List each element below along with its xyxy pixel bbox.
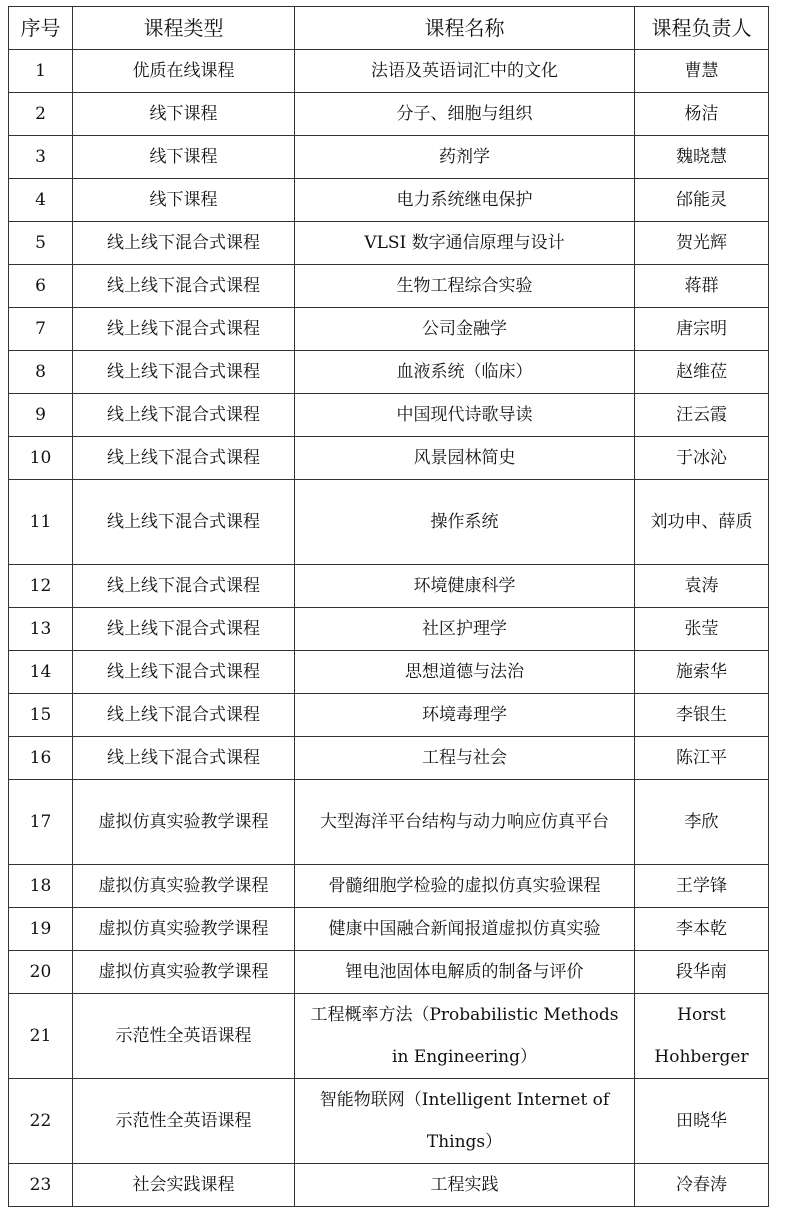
row-index-cell: 22 (9, 1079, 73, 1164)
course-owner-cell: 施索华 (635, 651, 769, 694)
course-owner-cell: 王学锋 (635, 865, 769, 908)
course-owner-cell: 贺光辉 (635, 222, 769, 265)
course-owner-cell: 汪云霞 (635, 394, 769, 437)
course-owner-cell: 于冰沁 (635, 437, 769, 480)
course-owner-cell: 冷春涛 (635, 1164, 769, 1207)
row-index-cell: 12 (9, 565, 73, 608)
table-row (9, 308, 769, 351)
row-index-cell: 7 (9, 308, 73, 351)
course-owner-cell: 张莹 (635, 608, 769, 651)
course-owner-cell: 唐宗明 (635, 308, 769, 351)
course-name-cell: 大型海洋平台结构与动力响应仿真平台 (295, 780, 635, 865)
row-index-cell: 3 (9, 136, 73, 179)
course-owner-cell: 刘功申、薛质 (635, 480, 769, 565)
course-owner-cell: 蒋群 (635, 265, 769, 308)
table-row (9, 908, 769, 951)
table-row (9, 222, 769, 265)
row-index-cell: 20 (9, 951, 73, 994)
course-owner-cell: 李欣 (635, 780, 769, 865)
header-course-owner: 课程负责人 (635, 7, 769, 50)
course-type-cell: 线上线下混合式课程 (73, 394, 295, 437)
course-name-cell: 血液系统（临床） (295, 351, 635, 394)
row-index-cell: 15 (9, 694, 73, 737)
course-table (8, 6, 769, 1207)
course-name-cell: VLSI 数字通信原理与设计 (295, 222, 635, 265)
row-index-cell: 10 (9, 437, 73, 480)
course-owner-cell: 杨洁 (635, 93, 769, 136)
course-name-cell: 工程与社会 (295, 737, 635, 780)
course-type-cell: 线上线下混合式课程 (73, 480, 295, 565)
table-row (9, 93, 769, 136)
table-row (9, 437, 769, 480)
course-type-cell: 线下课程 (73, 93, 295, 136)
course-type-cell: 线上线下混合式课程 (73, 351, 295, 394)
course-owner-cell: 段华南 (635, 951, 769, 994)
row-index-cell: 18 (9, 865, 73, 908)
course-type-cell: 虚拟仿真实验教学课程 (73, 908, 295, 951)
course-type-cell: 示范性全英语课程 (73, 994, 295, 1079)
course-type-cell: 线下课程 (73, 179, 295, 222)
header-row (9, 7, 769, 50)
course-name-cell: 健康中国融合新闻报道虚拟仿真实验 (295, 908, 635, 951)
table-row (9, 780, 769, 865)
row-index-cell: 6 (9, 265, 73, 308)
course-type-cell: 线上线下混合式课程 (73, 265, 295, 308)
course-type-cell: 线上线下混合式课程 (73, 694, 295, 737)
table-row (9, 394, 769, 437)
course-type-cell: 线下课程 (73, 136, 295, 179)
course-name-cell: 思想道德与法治 (295, 651, 635, 694)
course-type-cell: 线上线下混合式课程 (73, 308, 295, 351)
course-name-cell: 操作系统 (295, 480, 635, 565)
course-name-cell: 工程概率方法（Probabilistic Methods in Engineering） (295, 994, 635, 1079)
row-index-cell: 5 (9, 222, 73, 265)
course-owner-cell: 曹慧 (635, 50, 769, 93)
header-index: 序号 (9, 7, 73, 50)
table-row (9, 951, 769, 994)
course-name-cell: 社区护理学 (295, 608, 635, 651)
table-row (9, 179, 769, 222)
course-type-cell: 社会实践课程 (73, 1164, 295, 1207)
course-name-cell: 生物工程综合实验 (295, 265, 635, 308)
course-name-cell: 锂电池固体电解质的制备与评价 (295, 951, 635, 994)
table-row (9, 351, 769, 394)
header-course-type: 课程类型 (73, 7, 295, 50)
course-name-cell: 工程实践 (295, 1164, 635, 1207)
course-name-cell: 环境毒理学 (295, 694, 635, 737)
table-row (9, 865, 769, 908)
row-index-cell: 1 (9, 50, 73, 93)
course-owner-cell: 邰能灵 (635, 179, 769, 222)
table-row (9, 651, 769, 694)
table-row (9, 694, 769, 737)
course-name-cell: 智能物联网（Intelligent Internet of Things） (295, 1079, 635, 1164)
table-row (9, 608, 769, 651)
row-index-cell: 19 (9, 908, 73, 951)
row-index-cell: 14 (9, 651, 73, 694)
course-owner-cell: 袁涛 (635, 565, 769, 608)
row-index-cell: 11 (9, 480, 73, 565)
course-type-cell: 线上线下混合式课程 (73, 222, 295, 265)
course-name-cell: 中国现代诗歌导读 (295, 394, 635, 437)
row-index-cell: 17 (9, 780, 73, 865)
course-type-cell: 优质在线课程 (73, 50, 295, 93)
table-row (9, 50, 769, 93)
row-index-cell: 23 (9, 1164, 73, 1207)
course-owner-cell: 田晓华 (635, 1079, 769, 1164)
course-type-cell: 线上线下混合式课程 (73, 651, 295, 694)
course-type-cell: 虚拟仿真实验教学课程 (73, 780, 295, 865)
course-owner-cell: 陈江平 (635, 737, 769, 780)
course-type-cell: 线上线下混合式课程 (73, 737, 295, 780)
course-owner-cell: Horst Hohberger (635, 994, 769, 1079)
row-index-cell: 2 (9, 93, 73, 136)
row-index-cell: 8 (9, 351, 73, 394)
course-name-cell: 风景园林简史 (295, 437, 635, 480)
course-owner-cell: 李本乾 (635, 908, 769, 951)
course-type-cell: 线上线下混合式课程 (73, 437, 295, 480)
row-index-cell: 21 (9, 994, 73, 1079)
course-name-cell: 药剂学 (295, 136, 635, 179)
course-name-cell: 电力系统继电保护 (295, 179, 635, 222)
table-row (9, 1079, 769, 1164)
course-name-cell: 骨髓细胞学检验的虚拟仿真实验课程 (295, 865, 635, 908)
table-row (9, 136, 769, 179)
course-type-cell: 虚拟仿真实验教学课程 (73, 865, 295, 908)
table-body (9, 50, 769, 1207)
course-owner-cell: 赵维莅 (635, 351, 769, 394)
course-owner-cell: 李银生 (635, 694, 769, 737)
course-type-cell: 线上线下混合式课程 (73, 608, 295, 651)
course-type-cell: 示范性全英语课程 (73, 1079, 295, 1164)
table-row (9, 1164, 769, 1207)
course-name-cell: 环境健康科学 (295, 565, 635, 608)
course-name-cell: 公司金融学 (295, 308, 635, 351)
course-type-cell: 线上线下混合式课程 (73, 565, 295, 608)
course-type-cell: 虚拟仿真实验教学课程 (73, 951, 295, 994)
row-index-cell: 4 (9, 179, 73, 222)
table-row (9, 565, 769, 608)
header-course-name: 课程名称 (295, 7, 635, 50)
course-owner-cell: 魏晓慧 (635, 136, 769, 179)
row-index-cell: 16 (9, 737, 73, 780)
row-index-cell: 9 (9, 394, 73, 437)
table-row (9, 480, 769, 565)
course-name-cell: 分子、细胞与组织 (295, 93, 635, 136)
course-name-cell: 法语及英语词汇中的文化 (295, 50, 635, 93)
table-row (9, 994, 769, 1079)
row-index-cell: 13 (9, 608, 73, 651)
table-row (9, 265, 769, 308)
table-row (9, 737, 769, 780)
